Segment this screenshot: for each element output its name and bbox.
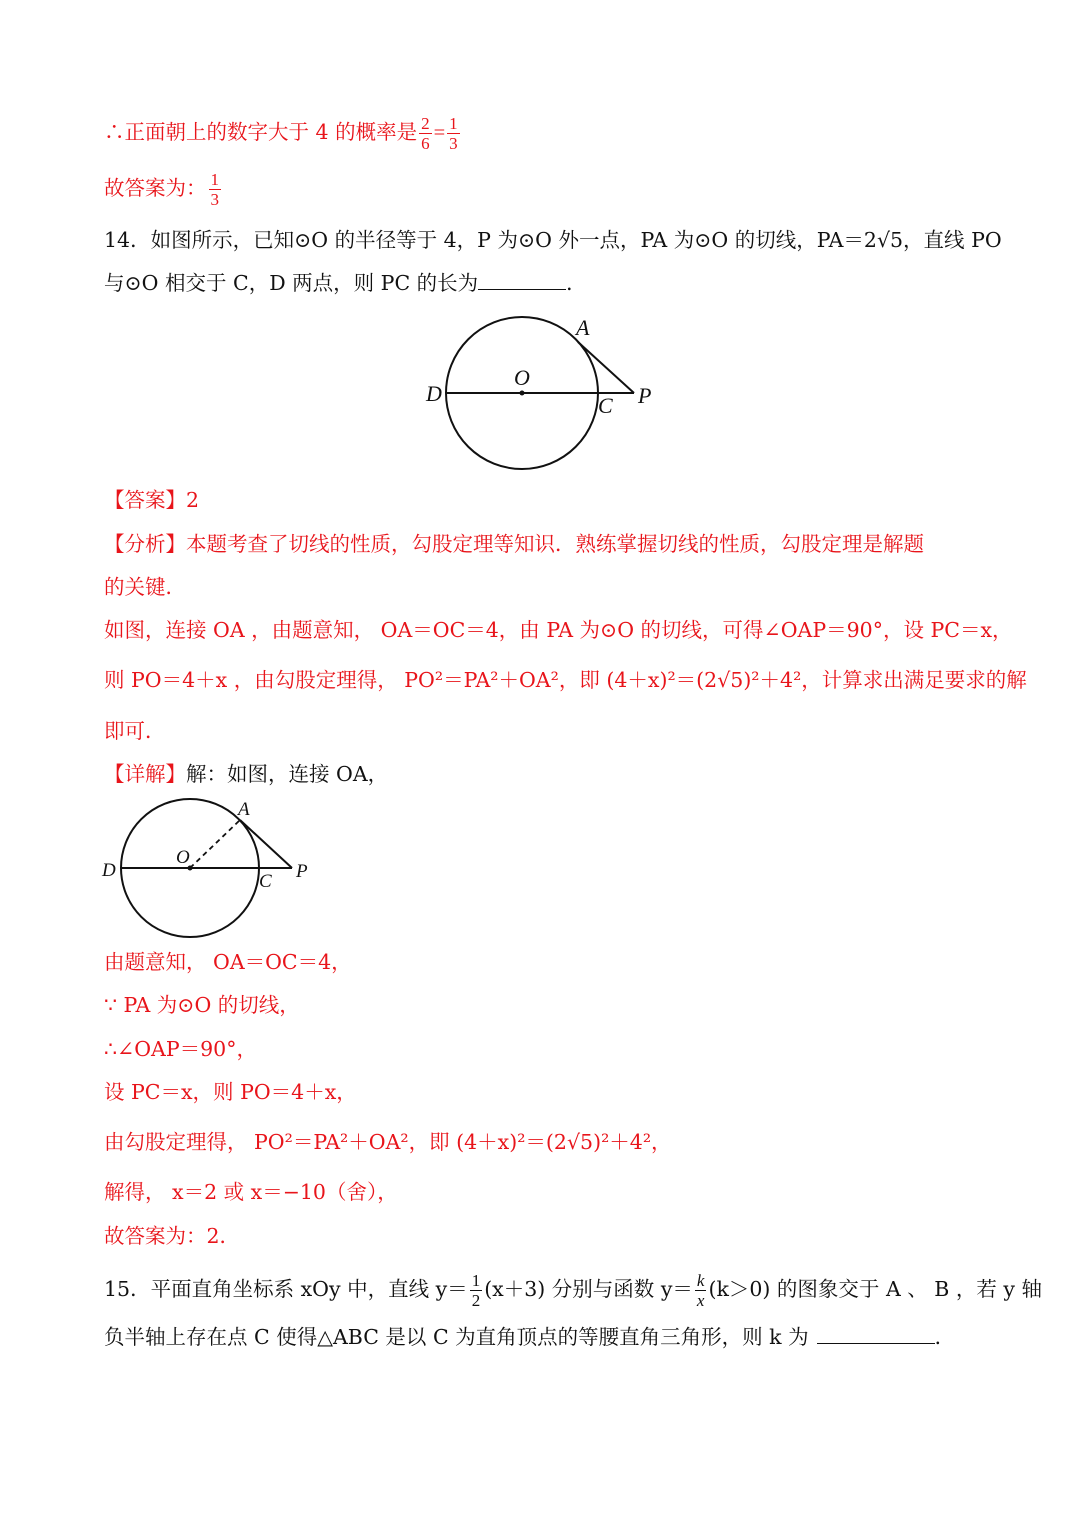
q14-stem-text-2: 与⊙O 相交于 C，D 两点，则 PC 的长为 (104, 271, 479, 295)
label-c: C (259, 871, 272, 892)
q15-stem-text-1a: 平面直角坐标系 xOy 中，直线 y＝ (150, 1277, 468, 1301)
q14-detail-line-4 (104, 1034, 980, 1064)
frac-den: 3 (449, 134, 458, 153)
answer-fraction (209, 170, 222, 209)
q15-stem-text-1b: (x＋3) 分别与函数 y＝ (484, 1277, 693, 1301)
q14-stem-end: ． (566, 271, 587, 295)
q14-analysis-line-4 (104, 665, 1027, 695)
q14-detail-line-5 (104, 1077, 980, 1107)
detail-text-8: 故答案为：2． (104, 1224, 241, 1248)
q14-detail-line-2 (104, 947, 980, 977)
q14-detail-line-6 (104, 1127, 980, 1157)
q13-prob-text: ∴正面朝上的数字大于 4 的概率是 (104, 120, 418, 144)
analysis-tag: 【分析】 (104, 532, 186, 556)
q13-answer-line (104, 170, 980, 209)
fraction-2-6 (419, 114, 432, 153)
analysis-text-4: 则 PO＝4＋x ，由勾股定理得， PO²＝PA²＋OA²，即 (4＋x)²＝(2√5)²＋4²，计算求出满足要求的解 (104, 668, 1027, 692)
question-number: 14． (104, 228, 151, 252)
detail-text-3: ∵ PA 为⊙O 的切线， (104, 993, 300, 1017)
answer-blank (817, 1323, 935, 1344)
detail-tag: 【详解】 (104, 762, 186, 786)
q14-detail-line-8 (104, 1221, 980, 1251)
q14-analysis-line-3 (104, 615, 1013, 645)
frac-num: 2 (421, 114, 430, 133)
label-d: D (102, 860, 116, 881)
detail-text-4: ∴∠OAP＝90°， (104, 1037, 257, 1061)
answer-blank (478, 269, 566, 290)
q15-stem-text-2: 负半轴上存在点 C 使得△ABC 是以 C 为直角顶点的等腰直角三角形，则 k 为 (104, 1325, 809, 1349)
frac-num: 1 (210, 170, 219, 189)
q14-detail-line-3 (104, 990, 980, 1020)
frac-num: 1 (471, 1271, 481, 1290)
fraction-1-2 (470, 1271, 483, 1310)
q14-stem-line-1 (104, 225, 1002, 255)
q14-analysis-line-1 (104, 529, 980, 559)
q14-detail-line-1 (104, 759, 980, 789)
frac-num: 1 (449, 114, 458, 133)
detail-text-2: 由题意知， OA＝OC＝4， (104, 950, 352, 974)
q14-answer (104, 485, 980, 515)
label-d: D (426, 381, 442, 406)
q13-probability-line (104, 114, 980, 153)
q14-analysis-line-2 (104, 572, 980, 602)
detail-text-6: 由勾股定理得， PO²＝PA²＋OA²，即 (4＋x)²＝(2√5)²＋4²， (104, 1130, 672, 1154)
answer-text: 【答案】2 (104, 488, 200, 512)
label-a: A (238, 799, 250, 820)
frac-den: 6 (421, 134, 430, 153)
q14-stem-text-1: 如图所示，已知⊙O 的半径等于 4，P 为⊙O 外一点，PA 为⊙O 的切线，PA＝2√5，直线 PO (150, 228, 1002, 252)
label-p: P (638, 383, 652, 408)
detail-text-5: 设 PC＝x，则 PO＝4＋x， (104, 1080, 357, 1104)
label-c: C (598, 393, 613, 418)
fraction-k-x (695, 1271, 707, 1310)
q14-analysis-line-5 (104, 716, 980, 746)
analysis-text-3: 如图，连接 OA ，由题意知， OA＝OC＝4，由 PA 为⊙O 的切线，可得∠OAP＝90°，设 PC＝x， (104, 618, 1013, 642)
frac-num: k (696, 1271, 705, 1290)
label-p: P (296, 861, 308, 882)
q13-answer-prefix: 故答案为： (104, 176, 207, 200)
q14-figure (420, 305, 670, 475)
q15-stem-end: ． (934, 1325, 956, 1349)
q15-stem-line-2 (104, 1322, 980, 1352)
q15-stem-text-1c: (k＞0) 的图象交于 A 、 B ，若 y 轴 (708, 1277, 1042, 1301)
q14-detail-line-7 (104, 1177, 980, 1207)
detail-text-7: 解得， x＝2 或 x＝−10（舍）， (104, 1180, 398, 1204)
analysis-text-2: 的关键． (104, 575, 186, 599)
question-number: 15． (104, 1277, 151, 1301)
analysis-text-5: 即可． (104, 719, 166, 743)
q14-stem-line-2 (104, 268, 980, 298)
label-o: O (176, 847, 190, 868)
tangent-pa (578, 342, 634, 393)
tangent-pa (240, 820, 292, 868)
label-a: A (576, 315, 590, 340)
detail-text-1: 解：如图，连接 OA， (186, 762, 389, 786)
equals-sign: = (433, 122, 446, 144)
frac-den: 2 (471, 1291, 481, 1310)
dashed-oa (190, 820, 240, 868)
q15-stem-line-1 (104, 1271, 1042, 1310)
analysis-text-1: 本题考查了切线的性质，勾股定理等知识．熟练掌握切线的性质，勾股定理是解题 (186, 532, 924, 556)
frac-den: 3 (210, 190, 219, 209)
label-o: O (514, 365, 530, 390)
center-point (520, 391, 525, 396)
q14-solution-figure (98, 795, 318, 940)
fraction-1-3 (447, 114, 460, 153)
frac-den: x (696, 1291, 705, 1310)
